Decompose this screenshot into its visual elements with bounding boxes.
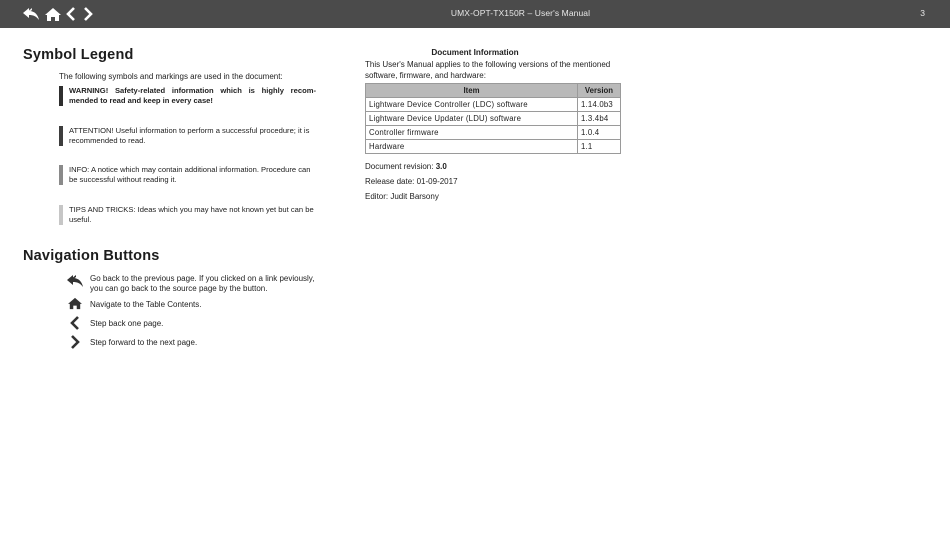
nav-item-home	[66, 296, 202, 310]
document-title: UMX-OPT-TX150R – User's Manual	[450, 8, 591, 18]
table-row	[366, 140, 621, 154]
symbol-legend-heading: Symbol Legend	[23, 47, 134, 63]
back-to-source-icon	[66, 274, 84, 288]
nav-item-text: Step back one page.	[90, 319, 164, 328]
table-cell-version: 1.3.4b4	[578, 112, 621, 126]
nav-item-text: Step forward to the next page.	[90, 338, 198, 347]
editor	[365, 192, 439, 201]
release-date	[365, 177, 458, 186]
table-cell-version: 1.14.0b3	[578, 98, 621, 112]
warning-callout: WARNING! Safety-related information which is highly recom-mended to read and keep in every case!	[59, 86, 316, 106]
table-cell-version: 1.1	[578, 140, 621, 154]
document-revision	[365, 162, 447, 171]
tips-callout: TIPS AND TRICKS: Ideas which you may have not known yet but can be useful.	[59, 205, 316, 225]
revision-value: 3.0	[435, 162, 447, 171]
page-number: 3	[920, 8, 925, 18]
table-cell-item: Hardware	[366, 140, 578, 154]
home-icon	[66, 296, 84, 310]
attention-callout: ATTENTION! Useful information to perform a successful procedure; it is recommended to read.	[59, 126, 316, 146]
info-callout: INFO: A notice which may contain additional information. Procedure can be successful without reading it.	[59, 165, 316, 185]
revision-label: Document revision:	[365, 162, 434, 171]
column-header-item: Item	[366, 84, 578, 98]
nav-item-text: Navigate to the Table Contents.	[90, 300, 202, 309]
symbol-legend-intro: The following symbols and markings are used in the document:	[59, 72, 283, 81]
previous-page-icon	[66, 316, 84, 330]
nav-item-next-page	[66, 335, 198, 349]
next-page-icon	[66, 335, 84, 349]
table-row	[366, 112, 621, 126]
table-header-row	[366, 84, 621, 98]
nav-item-previous-page	[66, 316, 164, 330]
nav-item-back-to-source	[66, 274, 315, 293]
document-information-title: Document Information	[431, 48, 519, 57]
table-cell-item: Lightware Device Controller (LDC) software	[366, 98, 578, 112]
column-header-version: Version	[578, 84, 621, 98]
release-value: 01-09-2017	[416, 177, 458, 186]
nav-item-text: Go back to the previous page. If you clicked on a link peviously, you can go back to the source page by the button.	[90, 274, 315, 293]
table-cell-version: 1.0.4	[578, 126, 621, 140]
release-label: Release date:	[365, 177, 415, 186]
editor-label: Editor:	[365, 192, 389, 201]
table-cell-item: Lightware Device Updater (LDU) software	[366, 112, 578, 126]
navigation-buttons-heading: Navigation Buttons	[23, 248, 160, 264]
table-row	[366, 126, 621, 140]
document-information-intro: This User's Manual applies to the following versions of the mentioned software, firmware, and hardware:	[365, 60, 611, 80]
table-cell-item: Controller firmware	[366, 126, 578, 140]
version-table	[365, 83, 621, 154]
editor-value: Judit Barsony	[390, 192, 439, 201]
top-navigation-bar	[0, 0, 950, 28]
table-row	[366, 98, 621, 112]
